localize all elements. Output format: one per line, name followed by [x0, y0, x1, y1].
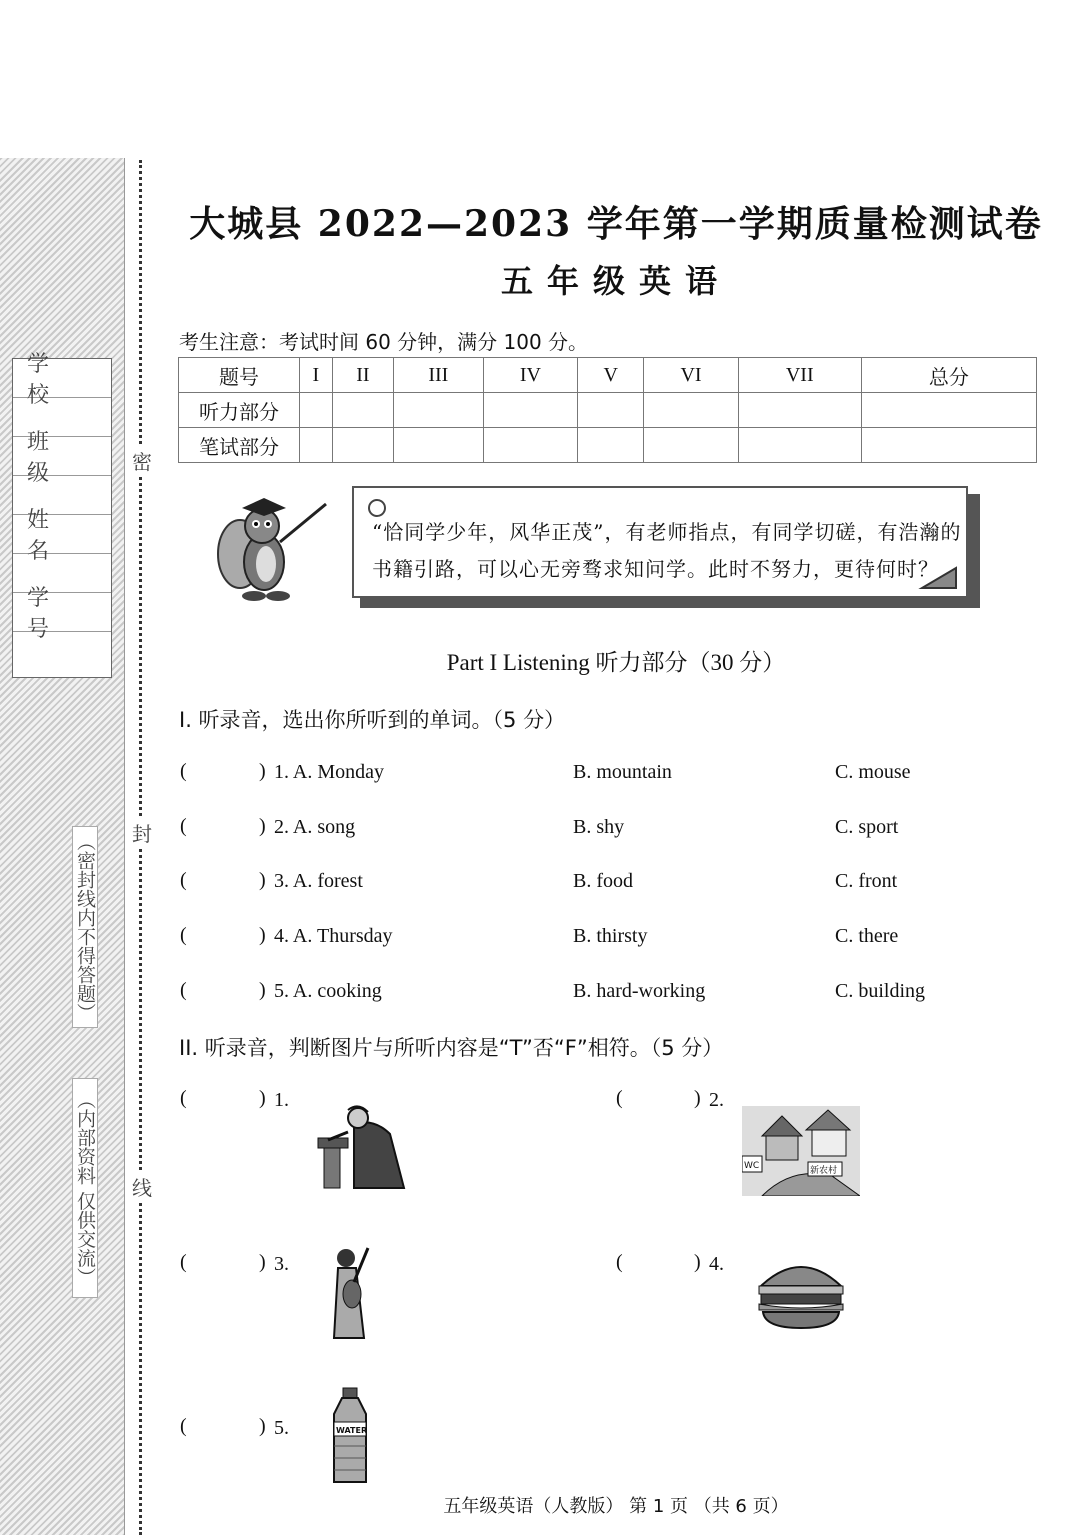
- answer-paren-open[interactable]: (: [616, 1087, 623, 1109]
- hamburger-icon: [757, 1256, 845, 1330]
- seal-char-feng: 封: [130, 818, 154, 847]
- old-teacher-at-podium-icon: [314, 1104, 408, 1190]
- option-b: B. food: [573, 870, 633, 892]
- exam-notice: 考生注意：考试时间 60 分钟，满分 100 分。: [179, 330, 589, 354]
- answer-paren-open[interactable]: (: [180, 1251, 187, 1273]
- score-row-label: 听力部分: [179, 393, 300, 428]
- answer-paren-close: ): [259, 924, 266, 946]
- score-header-cell: VII: [738, 358, 861, 393]
- answer-paren-close: ): [694, 1087, 701, 1109]
- answer-paren-open[interactable]: (: [180, 1415, 187, 1437]
- answer-paren-close: ): [259, 869, 266, 891]
- option-b: B. thirsty: [573, 925, 648, 947]
- exam-subtitle: 五年级英语: [500, 262, 731, 300]
- option-c: C. there: [835, 925, 899, 947]
- answer-paren-open[interactable]: (: [180, 979, 187, 1001]
- score-cell[interactable]: [394, 393, 484, 428]
- score-table-row: [179, 393, 1037, 428]
- score-cell[interactable]: [738, 428, 861, 463]
- score-header-cell: III: [394, 358, 484, 393]
- answer-paren-close: ): [259, 815, 266, 837]
- seal-char-xian: 线: [130, 1172, 154, 1201]
- class-label: 班 级: [13, 437, 111, 476]
- option-a: 5. A. cooking: [274, 980, 382, 1002]
- item-number: 5.: [274, 1417, 289, 1439]
- item-number: 4.: [709, 1253, 724, 1275]
- score-table-header: [179, 358, 1037, 393]
- score-cell[interactable]: [300, 428, 333, 463]
- score-cell[interactable]: [738, 393, 861, 428]
- answer-paren-open[interactable]: (: [616, 1251, 623, 1273]
- answer-paren-open[interactable]: (: [180, 869, 187, 891]
- motivational-quote: [372, 514, 966, 588]
- option-c: C. sport: [835, 816, 899, 838]
- water-label-text: WATER: [336, 1426, 368, 1435]
- score-header-cell: II: [332, 358, 393, 393]
- section-two-title: II. 听录音，判断图片与所听内容是“T”否“F”相符。（5 分）: [179, 1036, 724, 1060]
- name-label: 姓 名: [13, 515, 111, 554]
- score-cell[interactable]: [578, 428, 644, 463]
- answer-paren-close: ): [259, 1415, 266, 1437]
- student-info-box: [12, 352, 112, 678]
- score-cell[interactable]: [300, 393, 333, 428]
- score-cell[interactable]: [483, 428, 578, 463]
- option-a: 4. A. Thursday: [274, 925, 393, 947]
- option-c: C. front: [835, 870, 898, 892]
- exam-title: 大城县 2022—2023 学年第一学期质量检测试卷: [189, 203, 1043, 245]
- score-header-cell: I: [300, 358, 333, 393]
- item-number: 2.: [709, 1089, 724, 1111]
- section-one-title: I. 听录音，选出你所听到的单词。（5 分）: [179, 708, 566, 732]
- answer-paren-close: ): [259, 979, 266, 1001]
- score-header-cell: 总分: [861, 358, 1036, 393]
- score-header-cell: IV: [483, 358, 578, 393]
- option-a: 2. A. song: [274, 816, 356, 838]
- score-header-cell: 题号: [179, 358, 300, 393]
- seal-dotted-line: [139, 160, 142, 1535]
- water-bottle-icon: [330, 1386, 370, 1486]
- option-a: 3. A. forest: [274, 870, 363, 892]
- score-cell[interactable]: [644, 393, 739, 428]
- score-table-row: [179, 428, 1037, 463]
- score-header-cell: VI: [644, 358, 739, 393]
- option-a: 1. A. Monday: [274, 761, 384, 783]
- score-header-cell: V: [578, 358, 644, 393]
- score-cell[interactable]: [644, 428, 739, 463]
- wc-sign-text: WC: [744, 1161, 760, 1171]
- option-c: C. mouse: [835, 761, 911, 783]
- village-sign-text: 新农村: [810, 1166, 838, 1176]
- answer-paren-open[interactable]: (: [180, 760, 187, 782]
- option-b: B. hard-working: [573, 980, 706, 1002]
- quote-line: “恰同学少年，风华正茂”，有老师指点，有同学切磋，有浩瀚的: [372, 520, 962, 544]
- answer-paren-close: ): [694, 1251, 701, 1273]
- answer-paren-open[interactable]: (: [180, 924, 187, 946]
- quote-line: 书籍引路，可以心无旁骛求知问学。此时不努力，更待何时？: [372, 557, 939, 581]
- corner-fold-icon: [918, 564, 958, 590]
- answer-paren-close: ): [259, 1251, 266, 1273]
- score-table: [178, 357, 1037, 463]
- item-number: 1.: [274, 1089, 289, 1111]
- student-id-label: 学 号: [13, 593, 111, 632]
- option-c: C. building: [835, 980, 926, 1002]
- item-number: 3.: [274, 1253, 289, 1275]
- score-row-label: 笔试部分: [179, 428, 300, 463]
- score-cell[interactable]: [861, 393, 1036, 428]
- squirrel-teacher-icon: [212, 492, 330, 604]
- seal-char-mi: 密: [130, 446, 154, 475]
- option-b: B. mountain: [573, 761, 672, 783]
- score-cell[interactable]: [483, 393, 578, 428]
- answer-paren-open[interactable]: (: [180, 815, 187, 837]
- score-cell[interactable]: [861, 428, 1036, 463]
- option-b: B. shy: [573, 816, 625, 838]
- internal-material-note: （内部资料 仅供交流）: [72, 1078, 98, 1298]
- score-cell[interactable]: [394, 428, 484, 463]
- answer-paren-close: ): [259, 1087, 266, 1109]
- school-label: 学 校: [13, 359, 111, 398]
- answer-paren-open[interactable]: (: [180, 1087, 187, 1109]
- seal-warning-note: （密封线内不得答题）: [72, 826, 98, 1028]
- score-cell[interactable]: [578, 393, 644, 428]
- pipa-player-icon: [330, 1244, 374, 1340]
- score-cell[interactable]: [332, 393, 393, 428]
- answer-paren-close: ): [259, 760, 266, 782]
- page-footer: 五年级英语（人教版） 第 1 页 （共 6 页）: [443, 1496, 789, 1517]
- score-cell[interactable]: [332, 428, 393, 463]
- part-one-title: Part I Listening 听力部分（30 分）: [446, 650, 786, 675]
- new-village-scene-icon: [742, 1106, 860, 1196]
